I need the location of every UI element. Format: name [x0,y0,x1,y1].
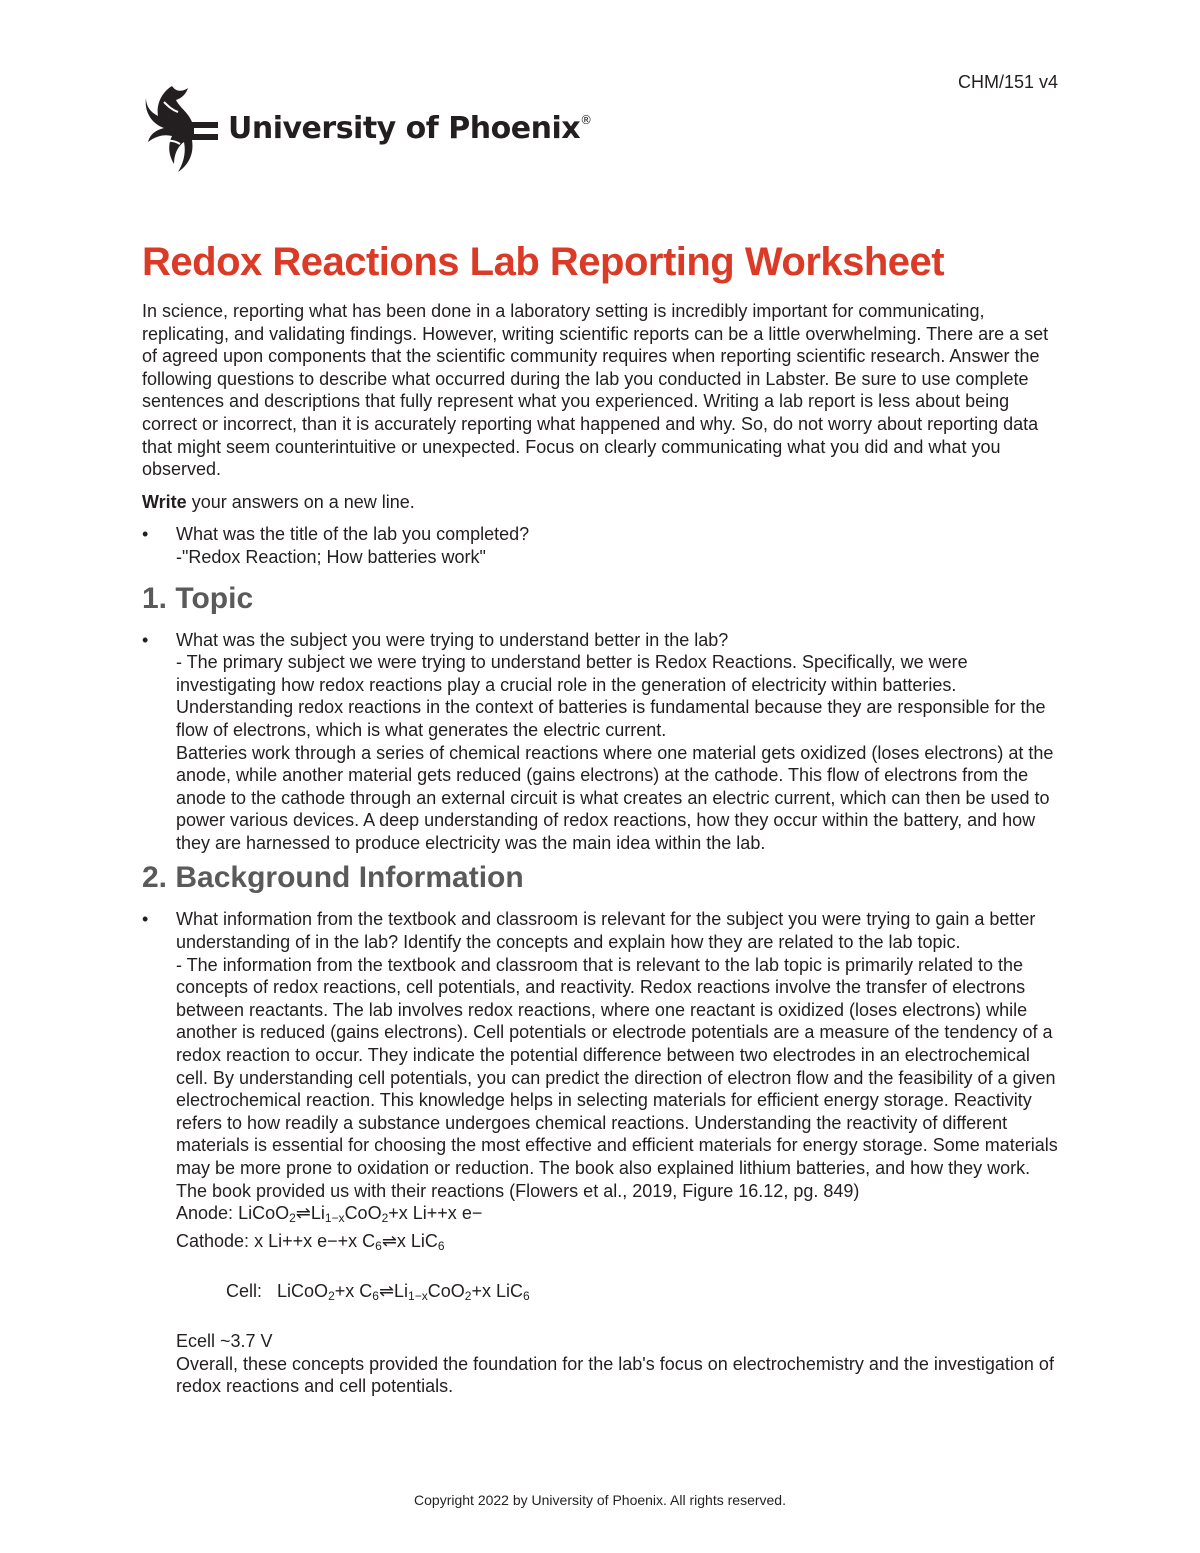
formula-subscript: 2 [464,1288,472,1303]
course-code: CHM/151 v4 [957,72,1058,92]
phoenix-bird-icon [142,82,220,174]
formula-part: x Li++x e−+x C [254,1230,376,1251]
question-text: • What was the title of the lab you completed? [176,524,530,545]
write-rest: your answers on a new line. [186,491,415,512]
section-heading-background: 2. Background Information [142,861,524,895]
question-text: • What information from the textbook and classroom is relevant for the subject you were trying to gain a better understanding of in the lab? Identify the concepts and explain how they are related to the lab topic. [176,909,1036,953]
university-logo [142,82,592,174]
copyright-footer: Copyright 2022 by University of Phoenix. All rights reserved. [414,1492,786,1508]
answer-text: Batteries work through a series of chemical reactions where one material gets oxidized (loses electrons) at the anode, while another material gets reduced (gains electrons) at the cathode. This flow of electrons from the anode to the cathode through an external circuit is what creates an electric current, which can then be used to power various devices. A deep understanding of redox reactions, how they occur within the battery, and how they are harnessed to produce electricity was the main idea within the lab. [176,742,1054,853]
section-heading-topic: 1. Topic [142,581,254,615]
equation-label: Anode: [176,1203,239,1224]
formula-part: +x LiC [471,1280,523,1301]
formula-part: ⇌Li [378,1280,409,1301]
cell-equation [176,1257,1062,1330]
logo-text: University of Phoenix [228,110,581,146]
answer-text: - The primary subject we were trying to understand better is Redox Reactions. Specifically, we were investigating how redox reactions play a crucial role in the generation of electricity within batteries. Understanding redox reactions in the context of batteries is fundamental because they are responsible for the flow of electrons, which is what generates the electric current. [176,652,1046,740]
formula-part: LiCoO [277,1280,329,1301]
formula-subscript: 1−x [324,1211,345,1226]
formula-subscript: 6 [437,1238,445,1253]
formula-part: +x Li++x e− [388,1203,483,1224]
equation-label: Cell: [226,1280,278,1301]
formula-part: LiCoO [238,1203,290,1224]
formula-subscript: 2 [381,1211,389,1226]
document-body [142,236,1062,1398]
formula-subscript: 6 [522,1288,530,1303]
list-item [142,523,1062,568]
answer-text: -"Redox Reaction; How batteries work" [176,546,486,567]
formula-subscript: 2 [328,1288,335,1303]
formula-subscript: 1−x [408,1288,428,1303]
list-item [142,908,1062,1397]
formula-part: ⇌Li [295,1203,325,1224]
formula-subscript: 6 [372,1288,379,1303]
conclusion-text: Overall, these concepts provided the foundation for the lab's focus on electrochemistry and the investigation of redox reactions and cell potentials. [176,1353,1054,1397]
equation-label: Cathode: [176,1230,255,1251]
topic-question-list [142,629,1062,855]
logo-wordmark [228,111,592,146]
formula-subscript: 6 [375,1238,382,1253]
formula-subscript: 2 [289,1211,296,1226]
intro-paragraph: In science, reporting what has been done in a laboratory setting is incredibly important for communicating, replicating, and validating findings. However, writing scientific reports can be a little overwhelming. There are a set of agreed upon components that the scientific community requires when reporting scientific research. Answer the following questions to describe what occurred during the lab you conducted in Labster. Be sure to use complete sentences and descriptions that fully represent what you experienced. Writing a lab report is less about being correct or incorrect, than it is accurately reporting what happened and why. So, do not worry about reporting data that might seem counterintuitive or unexpected. Focus on clearly communicating what you did and what you observed. [142,301,1049,480]
ecell-value: Ecell ~3.7 V [176,1331,273,1352]
formula-part: CoO [344,1203,382,1224]
write-instruction [142,491,1062,514]
formula-part: +x C [334,1280,373,1301]
question-text: • What was the subject you were trying to understand better in the lab? [176,629,729,650]
write-bold: Write [142,491,187,512]
anode-equation [176,1202,1062,1230]
page-title: Redox Reactions Lab Reporting Worksheet [142,240,945,284]
list-item [142,629,1062,855]
answer-text: - The information from the textbook and classroom that is relevant to the lab topic is primarily related to the concepts of redox reactions, cell potentials, and reactivity. Redox reactions involve the transfer of electrons between reactants. The lab involves redox reactions, where one reactant is oxidized (loses electrons) while another is reduced (gains electrons). Cell potentials or electrode potentials are a measure of the tendency of a redox reaction to occur. They indicate the potential difference between two electrodes in an electrochemical cell. By understanding cell potentials, you can predict the direction of electron flow and the feasibility of a given electrochemical reaction. This knowledge helps in selecting materials for efficient energy storage. Reactivity refers to how readily a substance undergoes chemical reactions. Understanding the reactivity of different materials is essential for choosing the most effective and efficient materials for energy storage. Some materials may be more prone to oxidation or reduction. The book also explained lithium batteries, and how they work. The book provided us with their reactions (Flowers et al., 2019, Figure 16.12, pg. 849) [176,954,1058,1201]
formula-part: CoO [427,1280,465,1301]
background-question-list [142,908,1062,1397]
cathode-equation [176,1230,1062,1258]
title-question-list [142,523,1062,568]
registered-mark: ® [580,112,592,127]
formula-part: ⇌x LiC [381,1230,438,1251]
